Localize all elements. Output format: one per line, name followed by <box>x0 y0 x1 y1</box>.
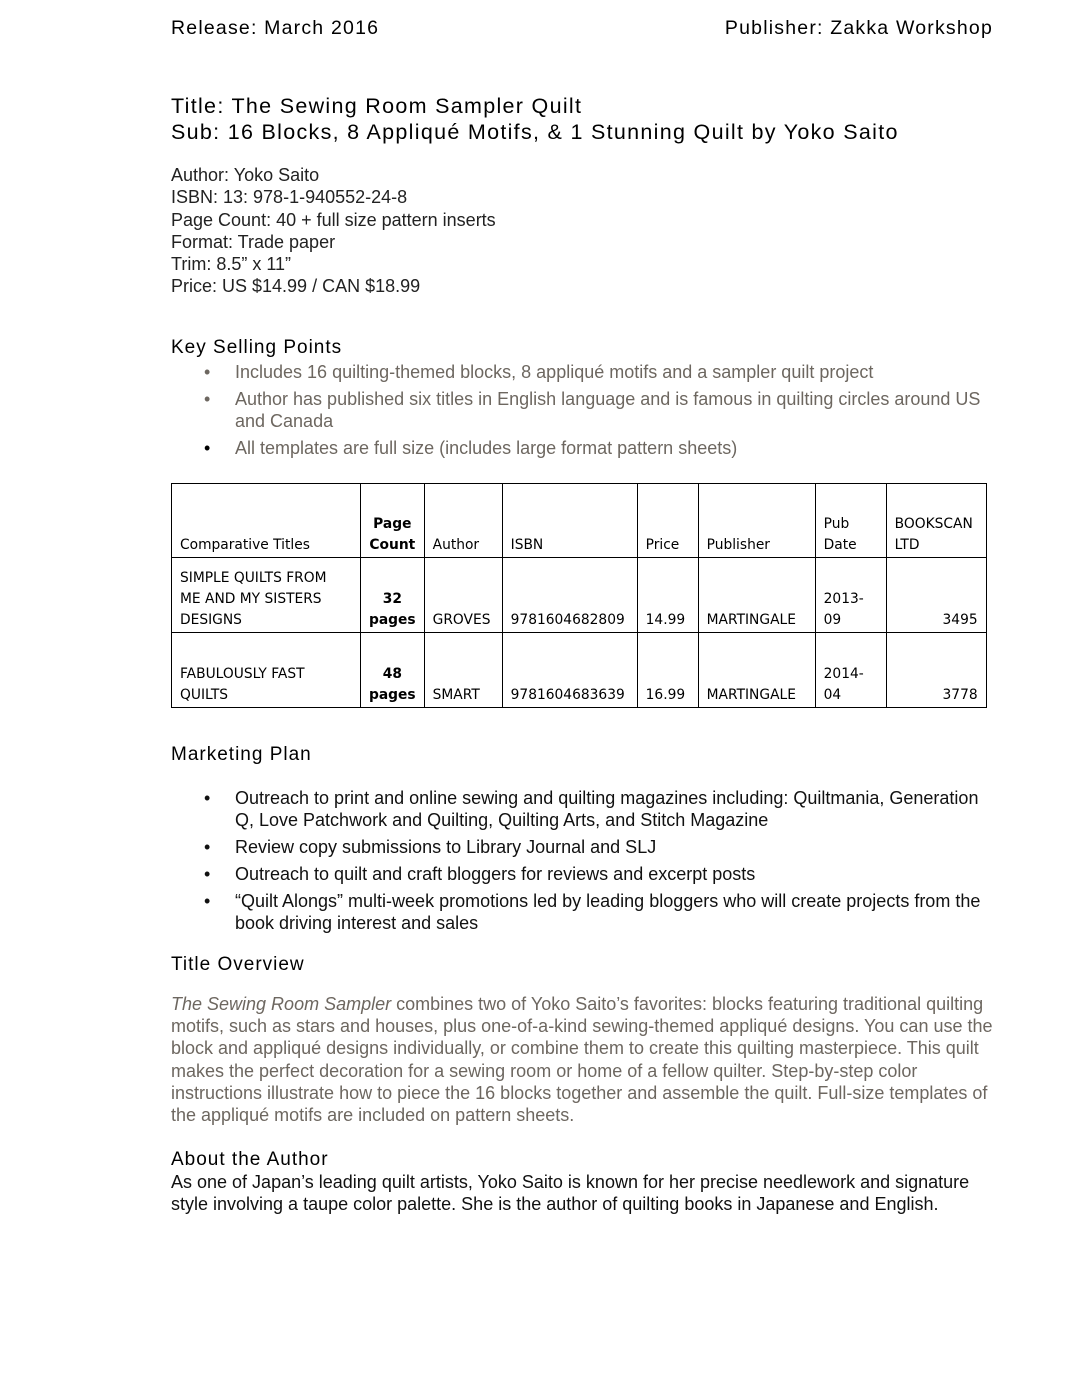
about-author-text: As one of Japan’s leading quilt artists, Yoko Saito is known for her precise needlework and signature style involving a taupe color palette. She is the author of quilting books in Japanese and English. <box>171 1172 970 1215</box>
marketing-plan-list <box>171 787 996 939</box>
cell-bookscan: 3495 <box>886 558 986 633</box>
bullet-icon: • <box>204 362 211 382</box>
bullet-icon: • <box>204 389 211 409</box>
book-metadata <box>171 164 496 298</box>
header-comparative-titles: Comparative Titles <box>172 484 361 558</box>
book-subtitle: Sub: 16 Blocks, 8 Appliqué Motifs, & 1 Stunning Quilt by Yoko Saito <box>171 120 899 144</box>
meta-price: Price: US $14.99 / CAN $18.99 <box>171 276 421 297</box>
comparative-titles-table <box>171 483 987 708</box>
header-publisher: Publisher <box>698 484 815 558</box>
cell-pub-date: 2013- 09 <box>815 558 886 633</box>
page-header <box>171 17 993 40</box>
key-selling-points-list <box>171 361 996 464</box>
list-item: • Outreach to print and online sewing and quilting magazines including: Quiltmania, Generation Q, Love Patchwork and Quilting, Quilting Arts, and Stitch Magazine <box>204 788 979 830</box>
cell-isbn: 9781604682809 <box>502 558 637 633</box>
header-author: Author <box>424 484 502 558</box>
bullet-icon: • <box>204 891 211 911</box>
cell-author: GROVES <box>424 558 502 633</box>
bullet-icon: • <box>204 788 211 808</box>
list-item: • Includes 16 quilting-themed blocks, 8 appliqué motifs and a sampler quilt project <box>204 362 874 382</box>
list-item: • All templates are full size (includes large format pattern sheets) <box>204 438 738 458</box>
list-item: • Author has published six titles in English language and is famous in quilting circles around US and Canada <box>204 389 981 431</box>
table-row <box>172 633 987 708</box>
publisher: Publisher: Zakka Workshop <box>724 17 993 39</box>
cell-title: SIMPLE QUILTS FROM ME AND MY SISTERS DESIGNS <box>172 558 361 633</box>
title-overview-text: The Sewing Room Sampler combines two of Yoko Saito’s favorites: blocks featuring traditional quilting motifs, such as stars and houses, plus one-of-a-kind sewing-themed appliqué designs. You can use the block and appliqué designs individually, or combine them to create this quilting masterpiece. This quilt makes the perfect decoration for a sewing room or home of a fellow quilter. Step-by-step color instructions illustrate how to piece the 16 blocks together and assemble the quilt. Full-size templates of the appliqué motifs are included on pattern sheets. <box>171 994 993 1126</box>
bullet-icon: • <box>204 837 211 857</box>
header-bookscan: BOOKSCAN LTD <box>886 484 986 558</box>
cell-pub-date: 2014- 04 <box>815 633 886 708</box>
list-item: • Review copy submissions to Library Journal and SLJ <box>204 837 657 857</box>
header-price: Price <box>637 484 698 558</box>
key-selling-points-heading: Key Selling Points <box>171 337 343 358</box>
release-date: Release: March 2016 <box>171 17 380 39</box>
cell-page-count: 48 pages <box>361 633 425 708</box>
header-isbn: ISBN <box>502 484 637 558</box>
cell-publisher: MARTINGALE <box>698 558 815 633</box>
cell-price: 16.99 <box>637 633 698 708</box>
cell-bookscan: 3778 <box>886 633 986 708</box>
meta-page-count: Page Count: 40 + full size pattern inserts <box>171 209 496 230</box>
cell-page-count: 32 pages <box>361 558 425 633</box>
cell-price: 14.99 <box>637 558 698 633</box>
marketing-plan-heading: Marketing Plan <box>171 744 312 765</box>
bullet-icon: • <box>204 864 211 884</box>
cell-isbn: 9781604683639 <box>502 633 637 708</box>
header-page-count: Page Count <box>361 484 425 558</box>
about-author-heading: About the Author <box>171 1149 329 1170</box>
meta-isbn: ISBN: 13: 978-1-940552-24-8 <box>171 187 408 208</box>
overview-book-title: The Sewing Room Sampler <box>171 994 392 1014</box>
list-item: • Outreach to quilt and craft bloggers for reviews and excerpt posts <box>204 864 756 884</box>
book-title: Title: The Sewing Room Sampler Quilt <box>171 94 583 118</box>
table-row <box>172 558 987 633</box>
title-block <box>171 93 899 145</box>
title-overview-heading: Title Overview <box>171 954 305 975</box>
cell-title: FABULOUSLY FAST QUILTS <box>172 633 361 708</box>
bullet-icon: • <box>204 438 211 458</box>
meta-author: Author: Yoko Saito <box>171 165 320 185</box>
meta-trim: Trim: 8.5” x 11” <box>171 254 292 275</box>
table-header-row <box>172 484 987 558</box>
cell-author: SMART <box>424 633 502 708</box>
list-item: • “Quilt Alongs” multi-week promotions led by leading bloggers who will create projects from the book driving interest and sales <box>204 891 981 933</box>
header-pub-date: Pub Date <box>815 484 886 558</box>
meta-format: Format: Trade paper <box>171 231 336 252</box>
cell-publisher: MARTINGALE <box>698 633 815 708</box>
